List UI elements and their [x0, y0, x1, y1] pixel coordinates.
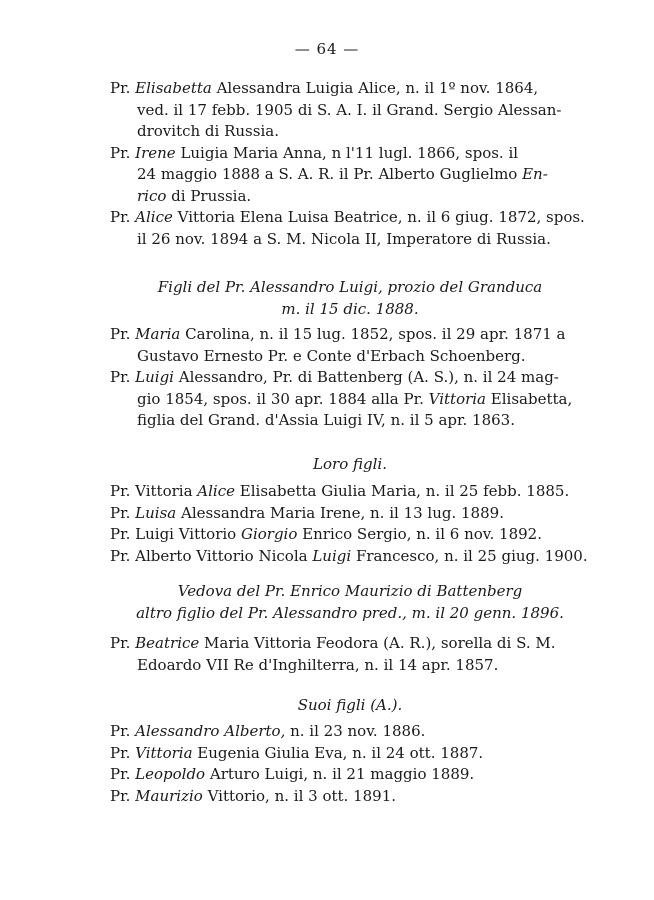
heading-figli-alessandro-luigi	[90, 276, 610, 320]
entry-line	[110, 546, 600, 568]
entry-line	[110, 764, 600, 786]
text-run: Edoardo VII Re d'Inghilterra, n. il 14 apr. 1857.	[137, 655, 499, 674]
entry-line	[110, 481, 600, 503]
text-run: Pr. Vittoria	[110, 482, 198, 500]
text-run: Pr.	[110, 79, 136, 97]
text-run: Pr.	[110, 786, 136, 805]
entry-line	[110, 143, 600, 165]
text-run: 24 maggio 1888 a S. A. R. il Pr. Alberto Guglielmo	[137, 165, 523, 183]
text-run: drovitch di Russia.	[137, 122, 279, 140]
entry-line	[110, 229, 600, 251]
text-run: Pr.	[110, 368, 136, 386]
entry-line	[110, 743, 600, 765]
italic-name: Giorgio	[240, 525, 298, 543]
entry-line	[110, 367, 600, 389]
entry	[110, 78, 600, 143]
text-run: Vittoria Elena Luisa Beatrice, n. il 6 giug. 1872, spos.	[172, 208, 585, 226]
entry-line	[110, 721, 600, 743]
entry-line	[110, 346, 600, 368]
heading-loro-figli: Loro figli.	[313, 455, 387, 473]
entry	[110, 633, 600, 676]
text-run: Pr. Alberto Vittorio Nicola	[110, 546, 313, 565]
text-run: Alessandra Luigia Alice, n. il 1º nov. 1864,	[211, 79, 539, 97]
heading-line: Figli del Pr. Alessandro Luigi, prozio del Granduca	[157, 278, 543, 296]
text-run: ved. il 17 febb. 1905 di S. A. I. il Grand. Sergio Alessan-	[137, 100, 562, 119]
entry	[110, 786, 600, 808]
entry-line	[110, 410, 600, 432]
italic-name: Vittoria	[135, 743, 193, 762]
text-run: Pr.	[110, 325, 136, 343]
entry	[110, 207, 600, 250]
entry-line	[110, 524, 600, 546]
entry	[110, 546, 600, 568]
entry-line	[110, 786, 600, 808]
text-run: gio 1854, spos. il 30 apr. 1884 alla Pr.	[137, 389, 429, 408]
entry-line	[110, 186, 600, 208]
text-run: Alessandro, Pr. di Battenberg (A. S.), n. il 24 mag-	[173, 368, 559, 386]
heading-line: Vedova del Pr. Enrico Maurizio di Battenberg	[177, 582, 523, 600]
italic-name: Vittoria	[428, 389, 487, 408]
text-run: Elisabetta,	[486, 389, 573, 408]
text-run: Vittorio, n. il 3 ott. 1891.	[202, 786, 397, 805]
text-run: Elisabetta Giulia Maria, n. il 25 febb. 1885.	[235, 482, 570, 500]
text-run: Pr.	[110, 143, 136, 162]
text-run: Pr.	[110, 765, 136, 783]
italic-name: En-	[522, 165, 548, 183]
entry	[110, 143, 600, 208]
heading-suoi-figli: Suoi figli (A.).	[297, 696, 403, 714]
text-run: Maria Vittoria Feodora (A. R.), sorella di S. M.	[199, 634, 556, 652]
text-run: Francesco, n. il 25 giug. 1900.	[351, 546, 588, 565]
entry	[110, 721, 600, 743]
italic-name: Elisabetta	[135, 79, 212, 97]
italic-name: Beatrice	[135, 634, 200, 652]
entry-line	[110, 164, 600, 186]
heading-line: altro figlio del Pr. Alessandro pred., m. il 20 genn. 1896.	[136, 604, 564, 622]
text-run: Carolina, n. il 15 lug. 1852, spos. il 29 apr. 1871 a	[180, 325, 566, 343]
entry-line	[110, 503, 600, 525]
italic-name: Alice	[197, 482, 236, 500]
italic-name: Luigi	[312, 546, 352, 565]
entry	[110, 764, 600, 786]
entry-line	[110, 121, 600, 143]
page-number: — 64 —	[294, 40, 360, 58]
italic-name: Luigi	[135, 368, 174, 386]
italic-name: Irene	[135, 143, 176, 162]
heading-line: m. il 15 dic. 1888.	[281, 300, 419, 318]
entry-line	[110, 389, 600, 411]
heading-vedova	[90, 580, 610, 624]
text-run: Eugenia Giulia Eva, n. il 24 ott. 1887.	[192, 743, 484, 762]
italic-name: Maria	[135, 325, 181, 343]
entry	[110, 324, 600, 367]
text-run: figlia del Grand. d'Assia Luigi IV, n. il 5 apr. 1863.	[137, 411, 515, 429]
entry	[110, 367, 600, 432]
text-run: Enrico Sergio, n. il 6 nov. 1892.	[297, 525, 542, 543]
text-run: n. il 23 nov. 1886.	[285, 722, 426, 740]
text-run: Luigia Maria Anna, n l'11 lugl. 1866, spos. il	[175, 143, 519, 162]
italic-name: Leopoldo	[135, 765, 206, 783]
entry-line	[110, 207, 600, 229]
entry-line	[110, 100, 600, 122]
italic-name: Alessandro Alberto,	[135, 722, 286, 740]
text-run: Pr.	[110, 722, 136, 740]
entry	[110, 481, 600, 503]
italic-name: rico	[137, 186, 167, 205]
text-run: Gustavo Ernesto Pr. e Conte d'Erbach Schoenberg.	[137, 346, 526, 365]
entry-line	[110, 78, 600, 100]
italic-name: Maurizio	[135, 786, 203, 805]
text-run: Pr.	[110, 503, 136, 522]
text-run: il 26 nov. 1894 a S. M. Nicola II, Imperatore di Russia.	[137, 229, 551, 248]
entry	[110, 524, 600, 546]
text-run: Pr.	[110, 208, 136, 226]
text-run: Arturo Luigi, n. il 21 maggio 1889.	[205, 765, 475, 783]
entry-line	[110, 633, 600, 655]
entry-line	[110, 324, 600, 346]
text-run: Pr.	[110, 743, 136, 762]
text-run: Pr. Luigi Vittorio	[110, 525, 241, 543]
entry	[110, 503, 600, 525]
italic-name: Luisa	[135, 503, 177, 522]
text-run: di Prussia.	[166, 186, 252, 205]
italic-name: Alice	[135, 208, 173, 226]
text-run: Pr.	[110, 634, 136, 652]
entry	[110, 743, 600, 765]
entry-line	[110, 655, 600, 677]
text-run: Alessandra Maria Irene, n. il 13 lug. 1889.	[176, 503, 504, 522]
